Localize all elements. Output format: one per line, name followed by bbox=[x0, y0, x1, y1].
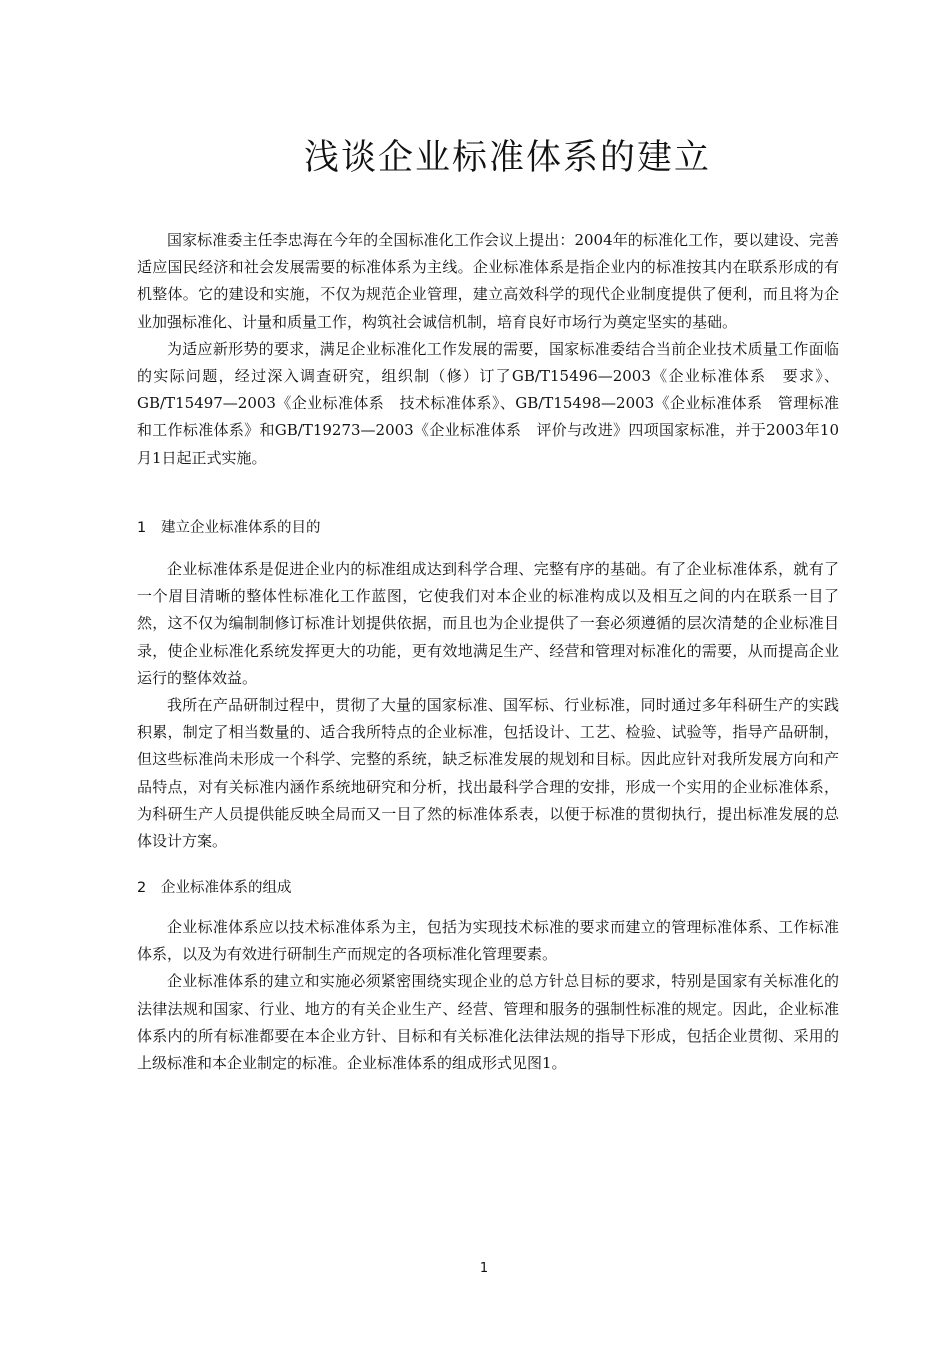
intro-section bbox=[137, 227, 839, 472]
intro-paragraph-2: 为适应新形势的要求，满足企业标准化工作发展的需要，国家标准委结合当前企业技术质量工作面临的实际问题，经过深入调查研究，组织制（修）订了GB/T15496—2003《企业标准体系 要求》、GB/T15497—2003《企业标准体系 技术标准体系》、GB/T15498—2003《企业标准体系 管理标准和工作标准体系》和GB/T19273—2003《企业标准体系 评价与改进》四项国家标准，并于2003年10月1日起正式实施。 bbox=[137, 339, 839, 467]
section-2-title: 企业标准体系的组成 bbox=[161, 880, 292, 896]
section-2-number: 2 bbox=[137, 880, 147, 896]
section-2-body bbox=[137, 914, 839, 1077]
page-number: 1 bbox=[479, 1261, 489, 1276]
section-1-paragraph-2: 我所在产品研制过程中，贯彻了大量的国家标准、国军标、行业标准，同时通过多年科研生产的实践积累，制定了相当数量的、适合我所特点的企业标准，包括设计、工艺、检验、试验等，指导产品研制，但这些标准尚未形成一个科学、完整的系统，缺乏标准发展的规划和目标。因此应针对我所发展方向和产品特点，对有关标准内涵作系统地研究和分析，找出最科学合理的安排，形成一个实用的企业标准体系，为科研生产人员提供能反映全局而又一目了然的标准体系表，以便于标准的贯彻执行，提出标准发展的总体设计方案。 bbox=[137, 696, 839, 851]
document-title: 浅谈企业标准体系的建立 bbox=[303, 138, 711, 178]
section-1-body bbox=[137, 556, 839, 855]
section-1-title: 建立企业标准体系的目的 bbox=[161, 520, 321, 536]
section-1-paragraph-1: 企业标准体系是促进企业内的标准组成达到科学合理、完整有序的基础。有了企业标准体系，就有了一个眉目清晰的整体性标准化工作蓝图，它使我们对本企业的标准构成以及相互之间的内在联系一目了然，这不仅为编制制修订标准计划提供依据，而且也为企业提供了一套必须遵循的层次清楚的企业标准目录，使企业标准化系统发挥更大的功能，更有效地满足生产、经营和管理对标准化的需要，从而提高企业运行的整体效益。 bbox=[137, 560, 839, 687]
intro-paragraph-1: 国家标准委主任李忠海在今年的全国标准化工作会议上提出：2004年的标准化工作，要以建设、完善适应国民经济和社会发展需要的标准体系为主线。企业标准体系是指企业内的标准按其内在联系形成的有机整体。它的建设和实施，不仅为规范企业管理，建立高效科学的现代企业制度提供了便利，而且将为企业加强标准化、计量和质量工作，构筑社会诚信机制，培育良好市场行为奠定坚实的基础。 bbox=[137, 231, 839, 331]
section-2-paragraph-2: 企业标准体系的建立和实施必须紧密围绕实现企业的总方针总目标的要求，特别是国家有关标准化的法律法规和国家、行业、地方的有关企业生产、经营、管理和服务的强制性标准的规定。因此，企业标准体系内的所有标准都要在本企业方针、目标和有关标准化法律法规的指导下形成，包括企业贯彻、采用的上级标准和本企业制定的标准。企业标准体系的组成形式见图1。 bbox=[137, 972, 839, 1073]
section-2-paragraph-1: 企业标准体系应以技术标准体系为主，包括为实现技术标准的要求而建立的管理标准体系、工作标准体系，以及为有效进行研制生产而规定的各项标准化管理要素。 bbox=[137, 918, 839, 964]
section-2-heading bbox=[137, 876, 292, 897]
section-1-heading bbox=[137, 516, 321, 537]
section-1-number: 1 bbox=[137, 520, 147, 536]
